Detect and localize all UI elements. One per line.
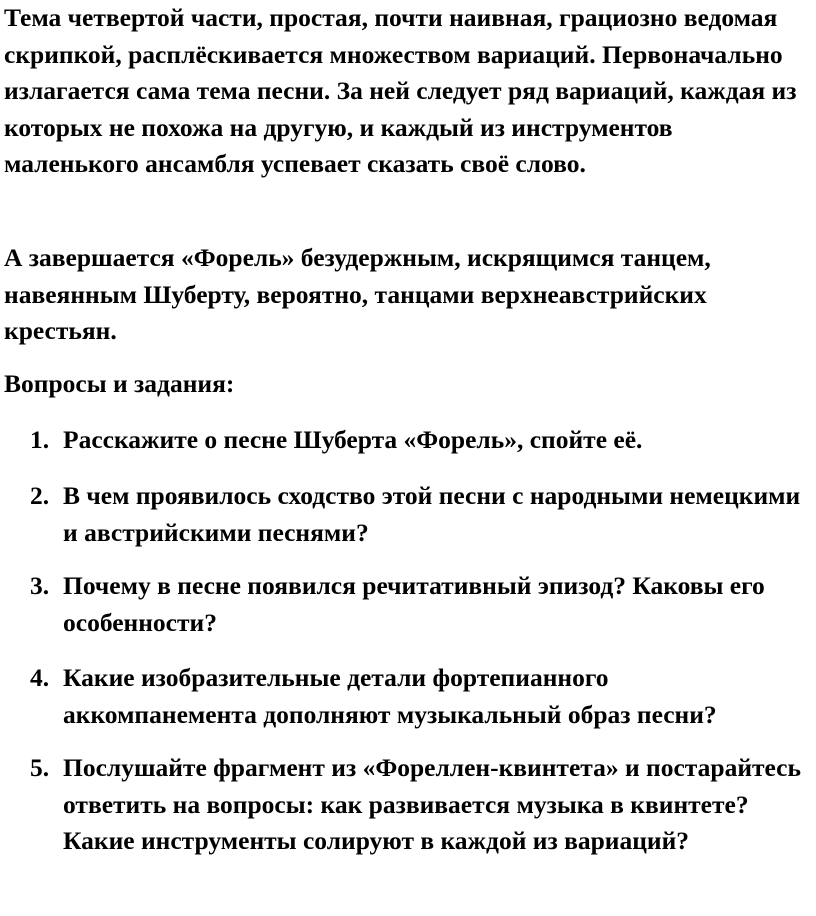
questions-heading: Вопросы и задания: — [4, 369, 235, 398]
question-text: В чем проявилось сходство этой песни с народными немецкими и австрийскими песнями? — [63, 481, 801, 547]
question-number: 5. — [30, 753, 50, 782]
question-text: Расскажите о песне Шуберта «Форель», спойте её. — [63, 425, 643, 454]
paragraph-finale-dance: А завершается «Форель» безудержным, искрящимся танцем, навеянным Шуберту, вероятно, танцами верхнеавстрийских крестьян. — [4, 243, 711, 346]
question-text: Почему в песне появился речитативный эпизод? Каковы его особенности? — [63, 571, 765, 637]
question-number: 2. — [30, 481, 50, 510]
question-number: 1. — [30, 425, 50, 454]
question-number: 4. — [30, 663, 50, 692]
paragraph-theme-variations: Тема четвертой части, простая, почти наивная, грациозно ведомая скрипкой, расплёскивается множеством вариаций. Первоначально излагается сама тема песни. За ней следует ряд вариаций, каждая из которых не похожа на другую, и каждый из инструментов маленького ансамбля успевает сказать своё слово. — [4, 3, 797, 179]
question-text: Какие изобразительные детали фортепианного аккомпанемента дополняют музыкальный образ песни? — [63, 663, 717, 729]
question-number: 3. — [30, 571, 50, 600]
question-text: Послушайте фрагмент из «Фореллен-квинтета» и постарайтесь ответить на вопросы: как развивается музыка в квинтете? Какие инструменты солируют в каждой из вариаций? — [63, 753, 801, 856]
